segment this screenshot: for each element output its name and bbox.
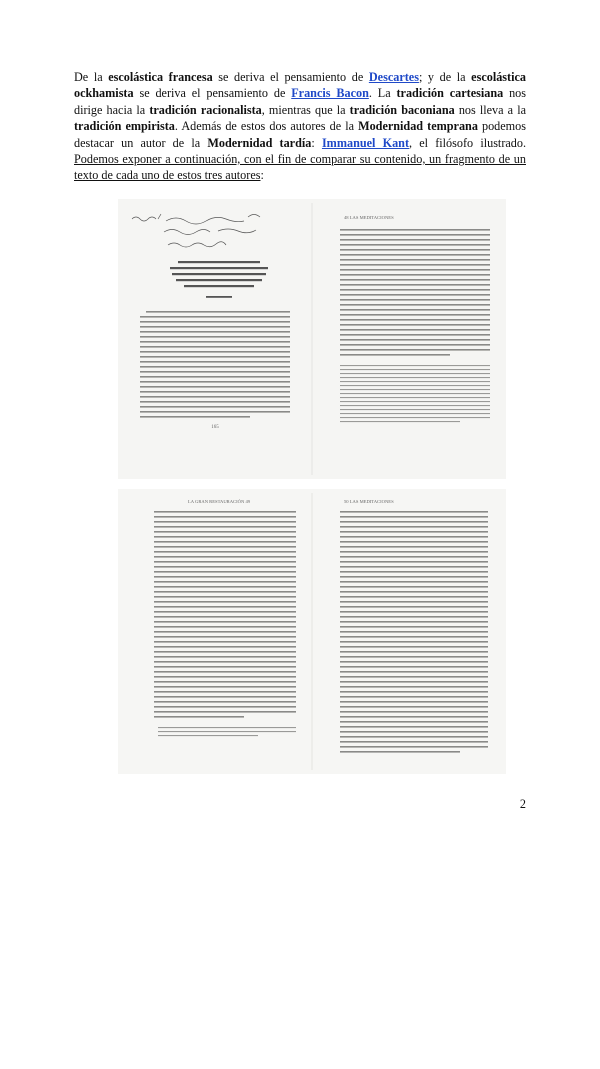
term-tradicion-cartesiana: tradición cartesiana bbox=[396, 86, 504, 101]
term-escolastica-francesa: escolástica francesa bbox=[108, 70, 213, 84]
right-page-text bbox=[340, 229, 490, 356]
bottom-right-text bbox=[340, 511, 488, 753]
left-page-footer: 165 bbox=[211, 425, 219, 430]
link-immanuel-kant[interactable]: Immanuel Kant bbox=[321, 135, 410, 150]
link-descartes[interactable]: Descartes bbox=[368, 70, 419, 84]
text-run: nos dirige hacia la bbox=[74, 86, 527, 117]
scan-bottom-spread bbox=[118, 489, 506, 774]
text-run: De la bbox=[74, 70, 109, 84]
term-tradicion-racionalista: tradición racionalista bbox=[149, 102, 262, 117]
page-number: 2 bbox=[519, 797, 526, 811]
right-page-footnotes bbox=[340, 365, 490, 422]
text-run: : bbox=[311, 135, 322, 150]
text-run: . Además de estos dos autores de la bbox=[174, 119, 359, 134]
term-modernidad-tardia: Modernidad tardía bbox=[207, 135, 312, 150]
left-page-text bbox=[140, 311, 290, 418]
text-run: . La bbox=[368, 86, 397, 101]
bottom-left-header: LA GRAN RESTAURACIÓN 49 bbox=[188, 499, 251, 504]
text-run: ; y de la bbox=[418, 70, 472, 84]
text-run: se deriva el pensamiento de bbox=[212, 70, 369, 84]
scan-top-spread bbox=[118, 199, 506, 479]
scan-bottom-svg bbox=[118, 489, 506, 774]
text-run: nos lleva a la bbox=[454, 102, 527, 117]
term-tradicion-baconiana: tradición baconiana bbox=[349, 102, 455, 117]
underlined-sentence: Podemos exponer a continuación, con el fin de comparar su contenido, un fragmento de un texto de cada uno de estos tres autores bbox=[74, 152, 526, 183]
bottom-left-text bbox=[154, 511, 296, 718]
intro-paragraph bbox=[74, 69, 526, 184]
handwritten-notes bbox=[132, 214, 260, 247]
scan-top-svg bbox=[118, 199, 506, 479]
text-run: : bbox=[260, 168, 264, 183]
term-escolastica-ockhamista: escolástica ockhamista bbox=[74, 70, 526, 101]
top-right-header: 48 LAS MEDITACIONES bbox=[344, 215, 394, 220]
text-run: podemos destacar un autor de la bbox=[74, 119, 526, 150]
scanned-book-pages bbox=[118, 199, 506, 1069]
link-francis-bacon[interactable]: Francis Bacon bbox=[291, 86, 369, 101]
bottom-left-footnotes bbox=[158, 727, 296, 736]
text-run: , mientras que la bbox=[261, 102, 350, 117]
term-modernidad-temprana: Modernidad temprana bbox=[358, 119, 478, 134]
text-run: , el filósofo ilustrado. bbox=[409, 135, 527, 150]
term-tradicion-empirista: tradición empirista bbox=[74, 119, 175, 134]
bottom-right-header: 50 LAS MEDITACIONES bbox=[344, 499, 394, 504]
book-title-block bbox=[170, 261, 268, 298]
text-run: se deriva el pensamiento de bbox=[133, 86, 292, 101]
